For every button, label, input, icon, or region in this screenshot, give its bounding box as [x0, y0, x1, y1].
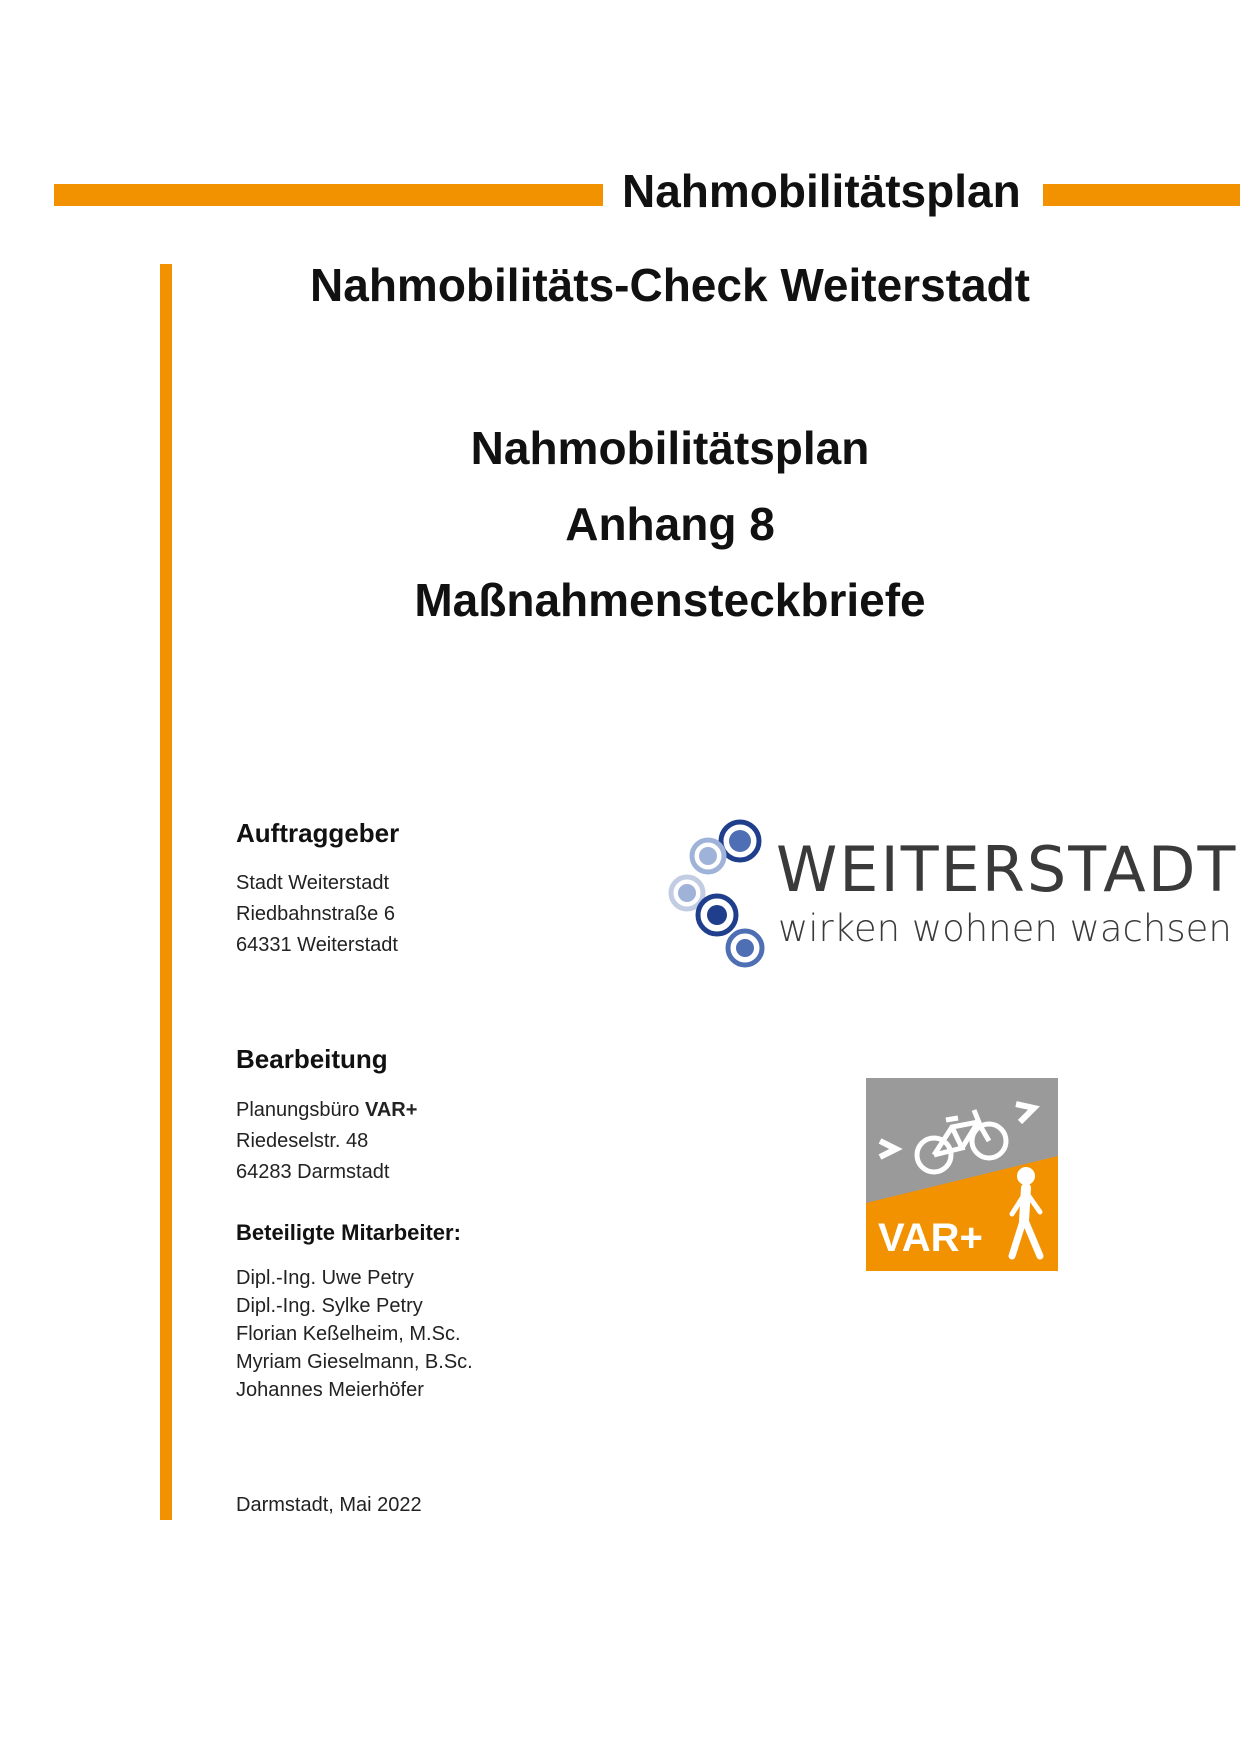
weiterstadt-circles-icon [660, 815, 770, 975]
document-title: Nahmobilitäts-Check Weiterstadt [310, 259, 1030, 311]
address-line: 64331 Weiterstadt [236, 934, 398, 956]
document-subtitle [0, 410, 1240, 638]
header-accent-bar-right [1043, 184, 1240, 206]
processing-heading: Bearbeitung [236, 1044, 388, 1074]
processing-address [236, 1095, 417, 1188]
office-line [236, 1095, 417, 1126]
address-line: 64283 Darmstadt [236, 1161, 390, 1183]
address-line: Stadt Weiterstadt [236, 872, 390, 894]
subtitle-line: Nahmobilitätsplan [470, 422, 870, 474]
subtitle-line: Maßnahmensteckbriefe [414, 574, 926, 626]
varplus-logo [866, 1078, 1058, 1271]
subtitle-line: Anhang 8 [565, 498, 775, 550]
header-title: Nahmobilitätsplan [622, 165, 1021, 217]
staff-member: Florian Keßelheim, M.Sc. [236, 1323, 461, 1345]
weiterstadt-logo [660, 815, 1238, 975]
weiterstadt-logo-tagline: wirken wohnen wachsen [778, 907, 1232, 950]
staff-list [236, 1264, 473, 1404]
staff-member: Dipl.-Ing. Sylke Petry [236, 1295, 423, 1317]
weiterstadt-logo-name: WEITERSTADT [776, 833, 1238, 906]
address-line: Riedeselstr. 48 [236, 1130, 369, 1152]
staff-member: Johannes Meierhöfer [236, 1379, 424, 1401]
office-prefix: Planungsbüro [236, 1099, 365, 1121]
place-date: Darmstadt, Mai 2022 [236, 1494, 422, 1516]
varplus-logo-text: VAR+ [878, 1216, 983, 1260]
header-accent-bar-left [54, 184, 603, 206]
address-line: Riedbahnstraße 6 [236, 903, 395, 925]
client-address [236, 868, 398, 961]
staff-heading: Beteiligte Mitarbeiter: [236, 1220, 461, 1245]
office-name: VAR+ [364, 1099, 418, 1121]
staff-member: Myriam Gieselmann, B.Sc. [236, 1351, 473, 1373]
client-heading: Auftraggeber [236, 818, 400, 848]
staff-member: Dipl.-Ing. Uwe Petry [236, 1267, 414, 1289]
